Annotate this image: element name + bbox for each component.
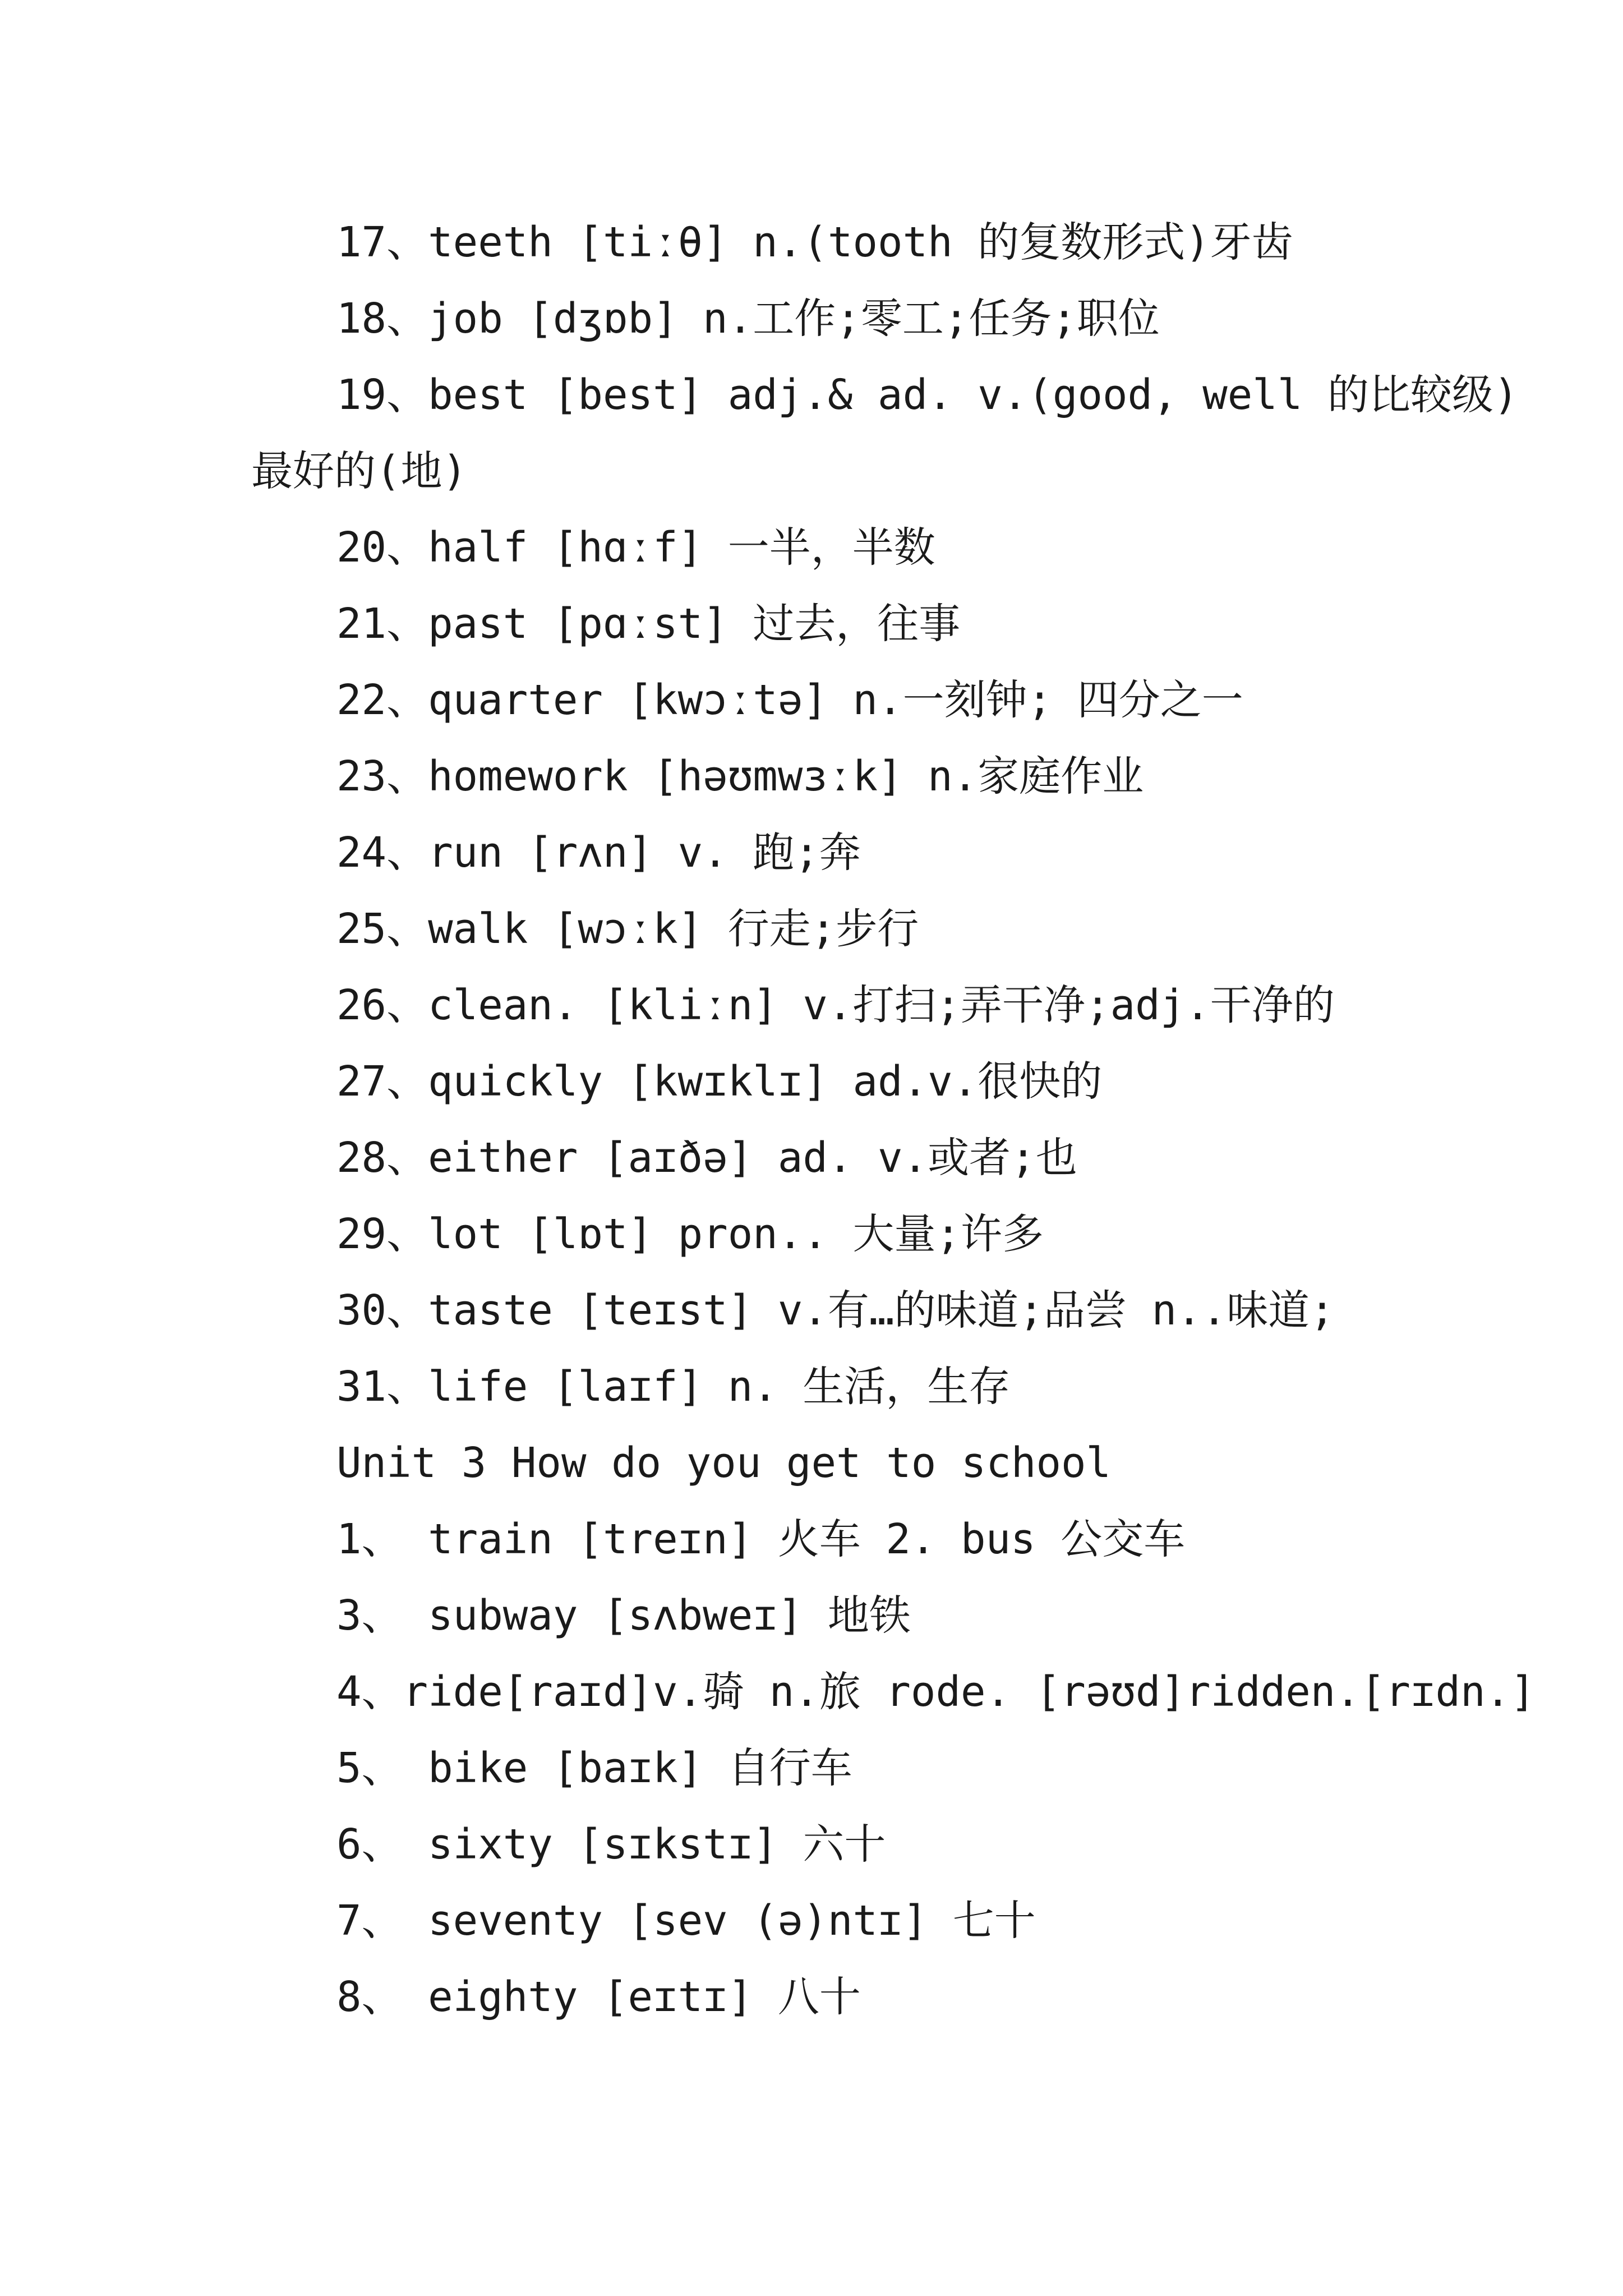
vocab-line-28: 28、either [aɪðə] ad. v.或者;也: [336, 1134, 1077, 1182]
unit-heading: Unit 3 How do you get to school: [336, 1439, 1112, 1487]
vocab-line-22: 22、quarter [kwɔːtə] n.一刻钟; 四分之一: [336, 676, 1243, 724]
vocab-line-21: 21、past [pɑːst] 过去，往事: [336, 600, 961, 648]
vocab-line-unit3-1: 1、 train [treɪn] 火车 2. bus 公交车: [336, 1515, 1186, 1563]
vocab-line-18: 18、job [dʒɒb] n.工作;零工;任务;职位: [336, 295, 1160, 343]
vocab-line-30: 30、taste [teɪst] v.有…的味道;品尝 n..味道;: [336, 1286, 1335, 1335]
vocab-line-unit3-5: 5、 bike [baɪk] 自行车: [336, 1744, 852, 1792]
vocab-line-19: 19、best [best] adj.& ad. v.(good, well 的比较级): [336, 371, 1519, 419]
vocab-line-unit3-6: 6、 sixty [sɪkstɪ] 六十: [336, 1820, 886, 1869]
vocab-line-25: 25、walk [wɔːk] 行走;步行: [336, 905, 919, 953]
vocab-line-20: 20、half [hɑːf] 一半，半数: [336, 523, 935, 572]
vocab-line-29: 29、lot [lɒt] pron.. 大量;许多: [336, 1210, 1044, 1258]
vocab-line-27: 27、quickly [kwɪklɪ] ad.v.很快的: [336, 1057, 1103, 1106]
vocab-line-unit3-8: 8、 eighty [eɪtɪ] 八十: [336, 1973, 861, 2021]
vocab-line-31: 31、life [laɪf] n. 生活，生存: [336, 1363, 1011, 1411]
vocab-line-23: 23、homework [həʊmwɜːk] n.家庭作业: [336, 752, 1144, 800]
vocab-line-24: 24、run [rʌn] v. 跑;奔: [336, 829, 861, 877]
vocab-line-17: 17、teeth [tiːθ] n.(tooth 的复数形式)牙齿: [336, 218, 1293, 266]
vocab-line-unit3-7: 7、 seventy [sev (ə)ntɪ] 七十: [336, 1897, 1036, 1945]
vocab-line-19-continued: 最好的(地): [251, 447, 468, 495]
vocab-line-unit3-3: 3、 subway [sʌbweɪ] 地铁: [336, 1591, 911, 1640]
vocab-line-26: 26、clean. [kliːn] v.打扫;弄干净;adj.干净的: [336, 981, 1335, 1029]
vocab-line-unit3-4: 4、ride[raɪd]v.骑 n.旅 rode. [rəʊd]ridden.[rɪdn.]: [336, 1668, 1536, 1716]
